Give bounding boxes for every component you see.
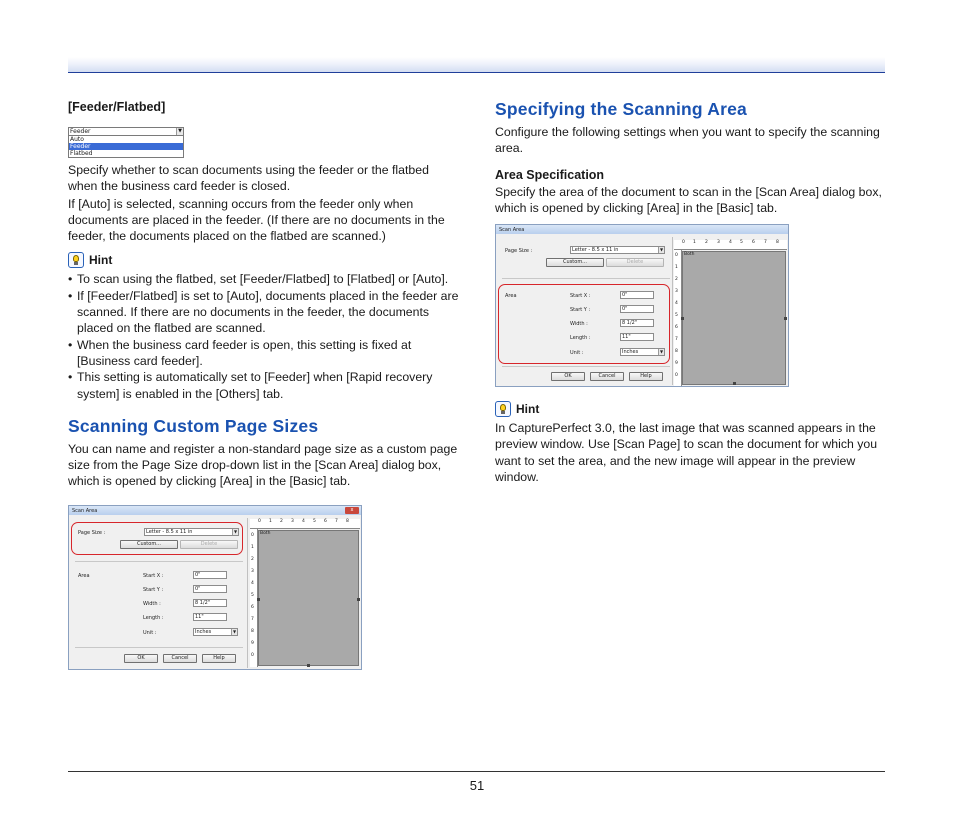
unit-select[interactable]: Inches ▼	[195, 629, 237, 635]
delete-button[interactable]: Delete	[606, 258, 664, 267]
resize-handle[interactable]	[307, 664, 310, 667]
hint-bullet-list	[68, 271, 460, 401]
horizontal-ruler: 0 1 2 3 4 5 6 7 8	[674, 240, 787, 250]
horizontal-ruler: 0 1 2 3 4 5 6 7 8	[250, 519, 360, 529]
preview-area[interactable]	[258, 530, 359, 666]
list-item: • When the business card feeder is open, this setting is fixed at [Business card feeder].	[68, 337, 460, 370]
preview-area[interactable]	[682, 251, 786, 385]
hint-paragraph: In CapturePerfect 3.0, the last image that was scanned appears in the preview window. Use [Scan Page] to scan the document for which you want to set the area, and the new image will appear in the preview window.	[495, 421, 878, 484]
feeder-flatbed-options	[68, 136, 184, 158]
hint-block-right	[495, 400, 887, 485]
resize-handle[interactable]	[733, 382, 736, 385]
feeder-paragraph-2: If [Auto] is selected, scanning occurs from the feeder only when documents are placed in the feeder. (If there are no documents in the feeder, the documents placed on the flatbed are scanned.)	[68, 196, 445, 244]
lightbulb-icon	[68, 252, 84, 268]
start-x-field[interactable]: 0"	[620, 291, 654, 299]
right-column	[495, 99, 887, 216]
scanning-area-paragraph: Configure the following settings when you want to specify the scanning area.	[495, 125, 880, 156]
list-item: • If [Feeder/Flatbed] is set to [Auto], documents placed in the feeder are scanned. If there are no documents in the feeder, the documents placed on the flatbed are scanned.	[68, 288, 460, 337]
start-y-field[interactable]: 0"	[193, 585, 227, 593]
start-x-field[interactable]: 0"	[193, 571, 227, 579]
feeder-paragraph-1: Specify whether to scan documents using the feeder or the flatbed when the business card feeder is closed.	[68, 163, 429, 194]
resize-handle[interactable]	[257, 598, 260, 601]
length-field[interactable]: 11"	[193, 613, 227, 621]
scan-area-dialog-left: Scan Area x Page Size : Letter - 8.5 x 11 in ▼ Custom... Delete Area Start X : 0" Start Y : 0" Width : 8 1/2" Length : 11" Unit : Inches ▼ OK Cancel Help 0 1 2 3 4 5 6 7 8 0 1 2 3 4 5 6 7 8 9 0 Both	[68, 505, 362, 670]
resize-handle[interactable]	[681, 317, 684, 320]
unit-select[interactable]: Inches ▼	[622, 349, 664, 355]
close-icon[interactable]: x	[345, 507, 359, 514]
custom-button[interactable]: Custom...	[120, 540, 178, 549]
dialog-titlebar: Scan Area x	[69, 506, 361, 515]
custom-page-sizes-paragraph: You can name and register a non-standard page size as a custom page size from the Page Size drop-down list in the [Scan Area] dialog box, which is opened by clicking [Area] in the [Basic] tab.	[68, 441, 458, 489]
cancel-button[interactable]: Cancel	[590, 372, 624, 381]
feeder-flatbed-heading: [Feeder/Flatbed]	[68, 100, 166, 114]
chevron-down-icon: ▼	[232, 629, 237, 634]
vertical-ruler: 0 1 2 3 4 5 6 7 8 9 0	[250, 529, 258, 667]
chevron-down-icon: ▼	[659, 247, 664, 252]
area-specification-paragraph: Specify the area of the document to scan in the [Scan Area] dialog box, which is opened by clicking [Area] in the [Basic] tab.	[495, 184, 882, 215]
cancel-button[interactable]: Cancel	[163, 654, 197, 663]
header-rule	[68, 57, 885, 73]
ok-button[interactable]: OK	[124, 654, 158, 663]
dialog-titlebar: Scan Area	[496, 225, 788, 234]
custom-button[interactable]: Custom...	[546, 258, 604, 267]
list-item: • This setting is automatically set to [Feeder] when [Rapid recovery system] is enabled in the [Others] tab.	[68, 369, 460, 402]
resize-handle[interactable]	[784, 317, 787, 320]
page-number: 51	[469, 778, 485, 793]
chevron-down-icon: ▼	[659, 349, 664, 354]
feeder-flatbed-select: Feeder ▼	[68, 127, 184, 136]
feeder-flatbed-dropdown-figure	[68, 127, 184, 158]
highlight-box	[71, 522, 243, 555]
length-field[interactable]: 11"	[620, 333, 654, 341]
option-auto: Auto	[70, 136, 84, 143]
footer-rule	[68, 771, 885, 772]
scanning-area-heading: Specifying the Scanning Area	[495, 99, 747, 119]
list-item: • To scan using the flatbed, set [Feeder/Flatbed] to [Flatbed] or [Auto].	[68, 271, 460, 287]
width-field[interactable]: 8 1/2"	[193, 599, 227, 607]
help-button[interactable]: Help	[629, 372, 663, 381]
area-specification-heading: Area Specification	[495, 167, 605, 182]
left-column	[68, 99, 460, 490]
resize-handle[interactable]	[357, 598, 360, 601]
option-flatbed: Flatbed	[70, 150, 93, 157]
scan-area-dialog-right: Scan Area Page Size : Letter - 8.5 x 11 in ▼ Custom... Delete Area Start X : 0" Start Y : 0" Width : 8 1/2" Length : 11" Unit : Inches ▼ OK Cancel Help 0 1 2 3 4 5 6 7 8 0 1 2 3 4 5 6 7 8 9 0 Both	[495, 224, 789, 387]
option-feeder: Feeder	[69, 143, 183, 150]
delete-button[interactable]: Delete	[180, 540, 238, 549]
chevron-down-icon: ▼	[176, 128, 183, 135]
chevron-down-icon: ▼	[233, 529, 238, 534]
page-size-select[interactable]: Letter - 8.5 x 11 in ▼	[572, 247, 664, 253]
lightbulb-icon	[495, 401, 511, 417]
custom-page-sizes-heading: Scanning Custom Page Sizes	[68, 415, 319, 436]
ok-button[interactable]: OK	[551, 372, 585, 381]
page-size-select[interactable]: Letter - 8.5 x 11 in ▼	[146, 529, 238, 535]
hint-header-right: Hint	[495, 400, 887, 418]
help-button[interactable]: Help	[202, 654, 236, 663]
vertical-ruler: 0 1 2 3 4 5 6 7 8 9 0	[674, 250, 682, 386]
start-y-field[interactable]: 0"	[620, 305, 654, 313]
hint-header-left: Hint	[68, 251, 460, 269]
width-field[interactable]: 8 1/2"	[620, 319, 654, 327]
